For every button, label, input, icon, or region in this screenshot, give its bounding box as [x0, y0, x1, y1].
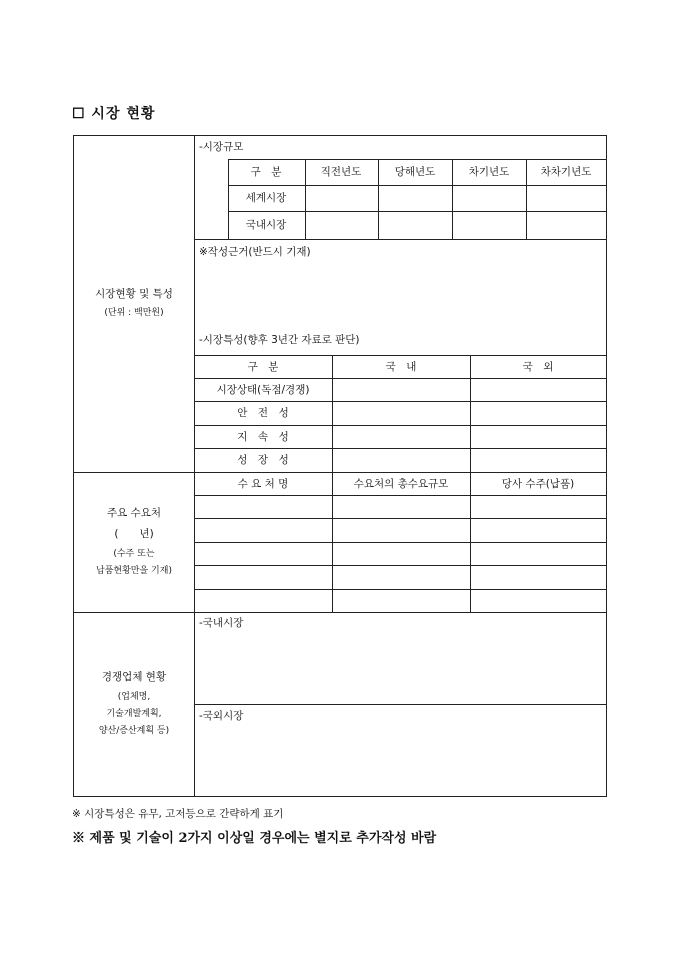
- competitors-note-3: 양산/증산계획 등): [98, 726, 170, 736]
- customers-year: ( 년): [114, 528, 154, 540]
- unit-label: (단위 : 백만원): [104, 308, 164, 318]
- trait-header-overseas: 국 외: [522, 361, 554, 373]
- trait-header-domestic: 국 내: [385, 361, 417, 373]
- trait-row-stability: 안 전 성: [237, 407, 289, 419]
- trait-row-market-state: 시장상태(독점/경쟁): [216, 384, 310, 396]
- competitors-domestic: -국내시장: [199, 617, 244, 629]
- customers-note-1: (수주 또는: [113, 549, 155, 559]
- trait-row-growth: 성 장 성: [237, 454, 289, 466]
- competitors-overseas: -국외시장: [199, 710, 244, 722]
- customers-note-2: 납품현황만을 기재): [96, 566, 172, 576]
- size-header-year-after-next: 차차기년도: [540, 166, 592, 178]
- market-trait-title: -시장특성(향후 3년간 자료로 판단): [199, 334, 360, 346]
- footnote-extra-sheet: ※ 제품 및 기술이 2가지 이상일 경우에는 별지로 추가작성 바람: [72, 831, 437, 846]
- size-row-domestic: 국내시장: [245, 219, 287, 231]
- market-size-title: -시장규모: [199, 141, 244, 153]
- competitors-note-2: 기술개발계획,: [106, 709, 162, 719]
- footnote-traits: ※ 시장특성은 유무, 고저등으로 간략하게 표기: [72, 808, 284, 820]
- competitors-note-1: (업체명,: [117, 692, 151, 702]
- page-title: ☐ 시장 현황: [72, 106, 156, 122]
- section-divider-customers: [73, 472, 607, 473]
- size-row-global: 세계시장: [245, 192, 287, 204]
- customers-header-total-demand: 수요처의 총수요규모: [353, 478, 449, 490]
- customers-header-name: 수 요 처 명: [237, 478, 289, 490]
- competitors-label: 경쟁업체 현황: [101, 671, 167, 683]
- trait-header-category: 구 분: [247, 361, 279, 373]
- size-header-prev-year: 직전년도: [320, 166, 362, 178]
- size-header-next-year: 차기년도: [468, 166, 510, 178]
- section-divider-competitors: [73, 612, 607, 613]
- customers-label: 주요 수요처: [106, 507, 162, 519]
- basis-note: ※작성근거(반드시 기재): [199, 246, 311, 258]
- size-header-current-year: 당해년도: [394, 166, 436, 178]
- label-column-divider: [194, 135, 195, 797]
- market-label: 시장현황 및 특성: [95, 288, 173, 300]
- customers-header-orders: 당사 수주(납품): [501, 478, 575, 490]
- size-header-category: 구 분: [250, 166, 282, 178]
- trait-row-sustainability: 지 속 성: [237, 431, 289, 443]
